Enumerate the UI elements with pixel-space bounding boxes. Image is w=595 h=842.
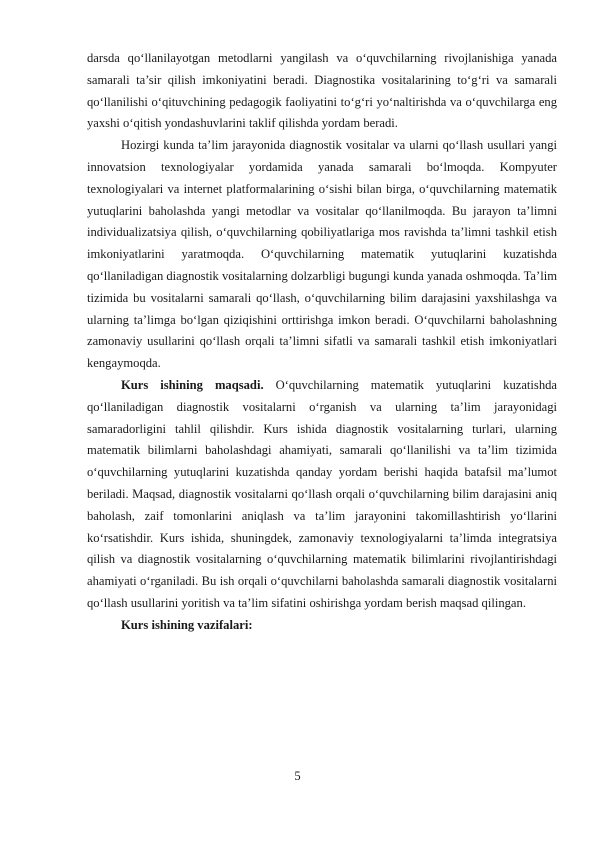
document-page xyxy=(87,48,557,637)
course-goal-text: O‘quvchilarning matematik yutuqlarini kuzatishda qo‘llaniladigan diagnostik vositalarni o‘rganish va ularning ta’lim jarayonidagi samaradorligini tahlil qilishdir. Kurs ishida diagnostik vositalarning turlari, ularning matematik bilimlarni baholashdagi ahamiyati, samarali qo‘llanilishi va ta’lim tizimida o‘quvchilarning yutuqlarini kuzatishda qanday yordam berishi haqida batafsil ma’lumot beriladi. Maqsad, diagnostik vositalarni qo‘llash orqali o‘quvchilarning bilim darajasini aniq baholash, zaif tomonlarini aniqlash va ta’lim jarayonini takomillashtirish yo‘llarini ko‘rsatishdir. Kurs ishida, shuningdek, zamonaviy texnologiyalarni ta’limda integratsiya qilish va diagnostik vositalarning o‘quvchilarning matematik bilimlarini rivojlantirishdagi ahamiyati o‘rganiladi. Bu ish orqali o‘quvchilarni baholashda samarali diagnostik vositalarni qo‘llash usullarini yoritish va ta’lim sifatini oshirishga yordam berish maqsad qilingan. xyxy=(87,377,558,610)
paragraph-course-goal xyxy=(87,375,557,615)
paragraph-modern-education: Hozirgi kunda ta’lim jarayonida diagnostik vositalar va ularni qo‘llash usullari yangi innovatsion texnologiyalar yordamida yanada samarali bo‘lmoqda. Kompyuter texnologiyalari va internet platformalarining o‘sishi bilan birga, o‘quvchilarning matematik yutuqlarini baholashda yangi metodlar va vositalar qo‘llanilmoqda. Bu jarayon ta’limni individualizatsiya qilish, o‘quvchilarning qobiliyatlariga mos ravishda ta’limni tashkil etish imkoniyatlarini yaratmoqda. O‘quvchilarning matematik yutuqlarini kuzatishda qo‘llaniladigan diagnostik vositalarning dolzarbligi bugungi kunda yanada oshmoqda. Ta’lim tizimida bu vositalarni samarali qo‘llash, o‘quvchilarning bilim darajasini yaxshilashga va ularning ta’limga bo‘lgan qiziqishini orttirishga imkon beradi. O‘quvchilarni baholashning zamonaviy usullarini qo‘llash orqali ta’limni sifatli va samarali tashkil etish imkoniyatlari kengaymoqda. xyxy=(87,138,558,371)
paragraph-continuation: darsda qo‘llanilayotgan metodlarni yangilash va o‘quvchilarning rivojlanishiga yanada samarali ta’sir qilish imkoniyatini beradi. Diagnostika vositalarining to‘g‘ri va samarali qo‘llanilishi o‘qituvchining pedagogik faoliyatini to‘g‘ri yo‘naltirishda va o‘quvchilarga eng yaxshi o‘qitish yondashuvlarini taklif qilishda yordam beradi. xyxy=(87,51,557,131)
course-tasks-heading: Kurs ishining vazifalari: xyxy=(121,617,253,632)
course-goal-heading: Kurs ishining maqsadi. xyxy=(121,377,264,392)
page-number: 5 xyxy=(294,769,301,783)
